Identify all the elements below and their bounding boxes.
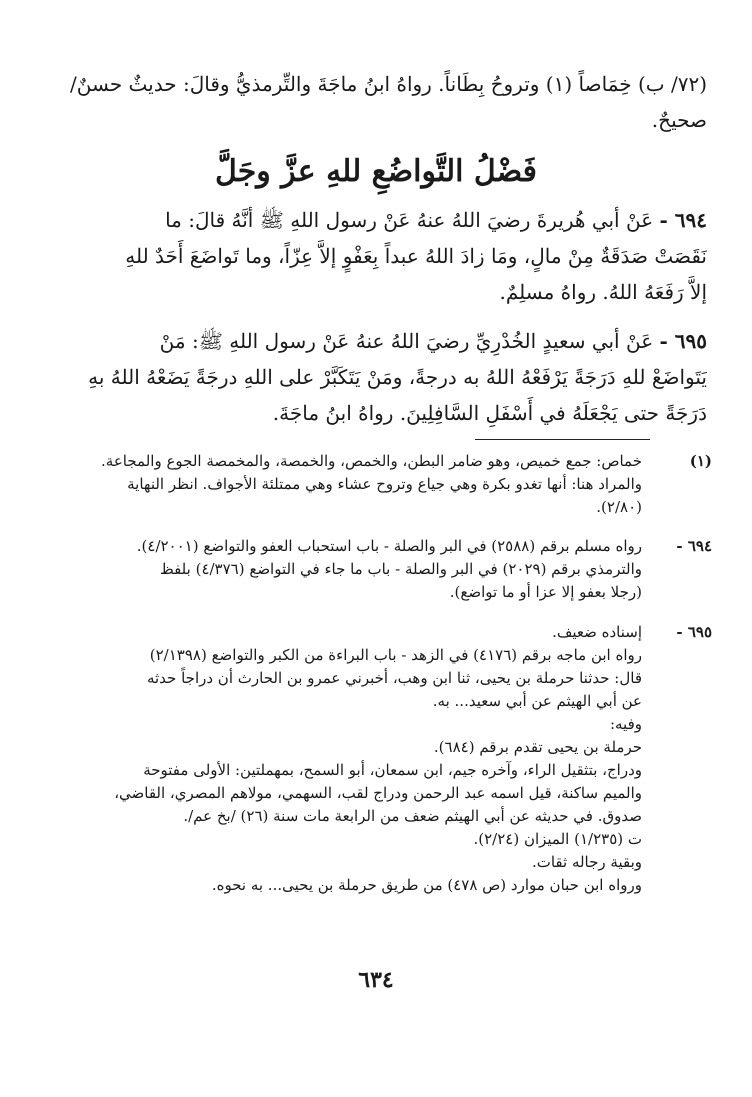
footnote-line: صدوق. في حديثه عن أبي الهيثم ضعف من الرابعة مات سنة (٢٦) /بخ عم/. bbox=[183, 807, 642, 825]
footnote-body bbox=[40, 621, 642, 897]
footnote-line: رواه مسلم برقم (٢٥٨٨) في البر والصلة - باب استحباب العفو والتواضع (٤/٢٠٠١). bbox=[136, 537, 642, 555]
hadith-694 bbox=[45, 202, 707, 310]
hadith-number: ٦٩٥ - bbox=[659, 329, 707, 353]
footnote-line: (٢/٨٠). bbox=[596, 498, 642, 516]
footnote-line: قال: حدثنا حرملة بن يحيى، ثنا ابن وهب، أخبرني عمرو بن الحارث أن دراجاً حدثه bbox=[146, 669, 642, 687]
footnote-line: والترمذي برقم (٢٠٢٩) في البر والصلة - باب ما جاء في التواضع (٤/٣٧٦) بلفظ bbox=[159, 560, 642, 578]
chapter-title: فَضْلُ التَّواضُعِ للهِ عزَّ وجَلَّ bbox=[214, 154, 538, 189]
footnote-line: (رجلا بعفو إلا عزا أو ما تواضع). bbox=[449, 583, 642, 601]
footnote-body bbox=[40, 535, 642, 604]
hadith-number: ٦٩٤ - bbox=[659, 208, 707, 232]
text-line: يَتَواضَعْ للهِ دَرَجَةً يَرْفَعْهُ اللهُ به درجةً، ومَنْ يَتَكَبَّرْ على اللهِ درجَةً يَضَعْهُ اللهُ بهِ bbox=[88, 365, 707, 389]
footnote-line: وفيه: bbox=[609, 715, 642, 733]
footnote-separator bbox=[475, 439, 650, 440]
footnote-line: والمراد هنا: أنها تغدو بكرة وهي جياع وتروح عشاء وهي ممتلئة الأجواف. انظر النهاية bbox=[127, 475, 642, 493]
footnote-line: ورواه ابن حبان موارد (ص ٤٧٨) من طريق حرملة بن يحيى... به نحوه. bbox=[211, 876, 642, 894]
footnote-line: والميم ساكنة، قيل اسمه عبد الرحمن ودراج لقب، السهمي، مولاهم المصري، القاضي، bbox=[114, 784, 642, 802]
footnote-label: ٦٩٤ - bbox=[676, 537, 712, 555]
text-line: صحيحٌ. bbox=[651, 108, 707, 132]
footnote-label: (١) bbox=[689, 452, 712, 470]
footnote-line: حرملة بن يحيى تقدم برقم (٦٨٤). bbox=[433, 738, 642, 756]
footnote-695 bbox=[40, 621, 712, 897]
footnote-line: ت (١/٢٣٥) الميزان (٢/٢٤). bbox=[473, 830, 642, 848]
footnote-line: رواه ابن ماجه برقم (٤١٧٦) في الزهد - باب البراءة من الكبر والتواضع (٢/١٣٩٨) bbox=[149, 646, 642, 664]
hadith-text: عَنْ أبي سعيدٍ الخُدْرِيِّ رضيَ اللهُ عنهُ عَنْ رسول اللهِ ﷺ: مَنْ bbox=[159, 329, 654, 353]
text-line: نَقَصَتْ صَدَقَةٌ مِنْ مالٍ، ومَا زادَ اللهُ عبداً بِعَفْوٍ إلاَّ عِزّاً، وما تَواضَعَ أَحَدٌ للهِ bbox=[125, 244, 707, 268]
footnote-body bbox=[40, 450, 642, 519]
text-line: دَرَجَةً حتى يَجْعَلَهُ في أَسْفَلِ السَّافِلِينَ. رواهُ ابنُ ماجَةَ. bbox=[272, 401, 707, 425]
page-number: ٦٣٤ bbox=[358, 967, 394, 993]
hadith-695 bbox=[45, 323, 707, 431]
text-line bbox=[45, 202, 707, 238]
footnote-line: ودراج، بتثقيل الراء، وآخره جيم، ابن سمعان، أبو السمح، بمهملتين: الأولى مفتوحة bbox=[143, 761, 642, 779]
continuation-text bbox=[45, 66, 707, 138]
footnote-1 bbox=[40, 450, 712, 519]
footnote-694 bbox=[40, 535, 712, 604]
footnote-line: خماص: جمع خميص، وهو ضامر البطن، والخمص، والخمصة، والمخمصة الجوع والمجاعة. bbox=[101, 452, 642, 470]
text-line: إلاَّ رَفَعَهُ اللهُ. رواهُ مسلِمٌ. bbox=[499, 280, 707, 304]
text-line bbox=[45, 323, 707, 359]
footnote-label: ٦٩٥ - bbox=[676, 623, 712, 641]
footnote-line: إسناده ضعيف. bbox=[552, 623, 642, 641]
footnote-line: وبقية رجاله ثقات. bbox=[531, 853, 642, 871]
text-line: (٧٢/ ب) خِمَاصاً (١) وتروحُ بِطَاناً. رواهُ ابنُ ماجَةَ والتِّرمذيُّ وقالَ: حديثٌ حسنٌ/ bbox=[70, 72, 707, 96]
footnote-line: عن أبي الهيثم عن أبي سعيد... به. bbox=[432, 692, 642, 710]
hadith-text: عَنْ أبي هُريرةَ رضيَ اللهُ عنهُ عَنْ رسول اللهِ ﷺ أنَّهُ قالَ: ما bbox=[165, 208, 654, 232]
